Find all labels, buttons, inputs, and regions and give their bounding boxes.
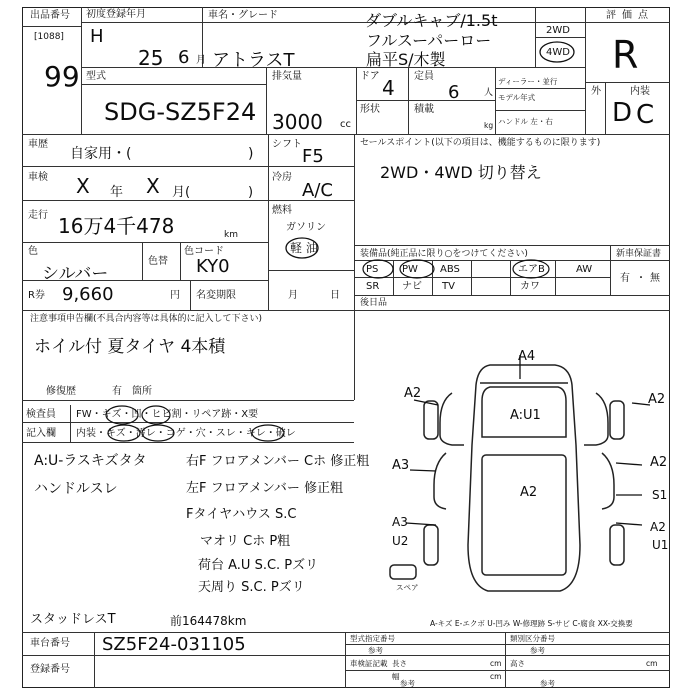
warranty-dot: ・ [636,273,646,284]
handle-label: ハンドル 左・右 [498,117,553,126]
color-change-label: 色替 [148,256,168,267]
remarks-right-1: 右F フロアメンバー Cホ 修正粗 [186,454,370,469]
shift-label: シフト [272,139,302,150]
recycle-unit: 円 [170,290,180,301]
spare-label: スペア [396,583,419,592]
equip-navi: ナビ [402,281,422,292]
repair-place: 箇所 [132,386,152,397]
dmg-right-rear-1: S1 [652,488,668,502]
lot-code: [1088] [34,32,64,42]
remarks-left-1: A:U-ラスキズタタ [34,453,147,469]
dmg-left-rear-1: A3 [392,515,408,529]
equip-abs: ABS [440,264,460,275]
sales-point-label: セールスポイント(以下の項目は、機能するものに限ります) [360,138,601,148]
name-change-label: 名変期限 [196,290,236,301]
capacity-unit: 人 [484,88,494,98]
capacity-value: 6 [448,82,460,103]
month: 6 [178,47,190,68]
shape-label: 形状 [360,104,380,115]
displacement-unit: cc [340,119,351,130]
doors-label: ドア [360,71,380,82]
dmg-right-rear-2: A2 [650,520,666,534]
remarks-right-6: 天周り S.C. Pズリ [198,580,305,595]
repair-yes: 有 [112,386,122,397]
interior-grade: C [636,100,655,130]
category-label: 類別区分番号 [510,634,555,643]
displacement-value: 3000 [272,110,323,134]
drive-2wd: 2WD [546,25,570,36]
dmg-left-front: A2 [404,386,422,401]
displacement-label: 排気量 [272,71,302,82]
recycle-value: 9,660 [62,284,114,305]
drive-4wd: 4WD [546,47,570,58]
shift-value: F5 [302,146,324,167]
era: H [90,26,104,47]
dmg-left-mid: A3 [392,458,410,473]
equip-ps: PS [366,264,379,275]
sales-point-value: 2WD・4WD 切り替え [380,163,542,182]
odometer-note: 前164478km [170,614,247,628]
check-row-1: FW・キズ・凹・ヒビ割・リペア跡・X要 [76,409,259,420]
grade-line3: 扁平S/木製 [366,50,446,69]
dmg-right-rear-3: U1 [652,538,669,552]
equip-circles [355,258,565,280]
dmg-roof: A:U1 [510,408,541,423]
reference-1: 参考 [368,646,383,655]
mileage-value: 16万4千478 [58,214,175,238]
check-circles [96,402,306,442]
remarks-right-2: 左F フロアメンバー 修正粗 [186,481,344,496]
name-change-day: 日 [330,290,340,301]
equip-tv: TV [442,281,455,292]
length-label: 長さ [392,659,407,668]
name-change-month: 月 [288,290,298,301]
dmg-right-front: A2 [648,392,666,407]
reg-label: 登録番号 [30,664,70,675]
legend: A-キズ E-エクボ U-凹み W-修理跡 S-サビ C-腐食 XX-交換要 [430,619,633,628]
check-row-2: 内装・キズ・汚レ・コゲ・穴・スレ・キレ・破レ [76,428,296,439]
year: 25 [138,46,164,70]
warranty-no: 無 [650,273,660,284]
load-label: 積載 [414,104,434,115]
damage-diagram [380,345,670,615]
grade-line1: ダブルキャブ/1.5t [365,11,498,30]
cm-3: cm [646,659,658,668]
ac-value: A/C [302,180,333,201]
color-value: シルバー [42,264,109,284]
color-code-value: KY0 [196,256,230,277]
model-year-label: モデル年式 [498,93,536,102]
doors-value: 4 [382,76,395,100]
rear-seat-label: 後日品 [360,298,388,308]
repair-label: 修復歴 [46,386,76,397]
shaken-month-unit: 月( [172,185,191,200]
equip-airbag: エアB [518,264,545,275]
equip-aw: AW [576,264,593,275]
lot-label: 出品番号 [30,10,70,21]
exterior-label: 外 [591,86,601,97]
recycle-label: R券 [28,290,45,301]
remarks-right-5: 荷台 A.U S.C. Pズリ [198,558,319,573]
shaken-label: 車検 [28,172,48,183]
equip-leather: カワ [520,281,540,292]
ac-label: 冷房 [272,172,292,183]
warranty-label: 新車保証書 [616,249,662,259]
model-name: アトラスT [212,50,295,71]
usage-label: 車歴 [28,139,48,150]
first-reg-label: 初度登録年月 [86,9,146,20]
dmg-right-mid: A2 [650,455,668,470]
dealer-label: ディーラー・並行 [498,77,558,86]
inspector-label-1: 検査員 [26,409,56,420]
type-value: SDG-SZ5F24 [104,98,257,126]
month-unit: 月 [196,55,206,66]
mileage-unit: km [224,230,238,240]
equip-sr: SR [366,281,380,292]
equip-pw: PW [402,264,418,275]
drive-4wd-circle [537,40,577,64]
equipment-label: 装備品(純正品に限り○をつけてください) [360,249,528,259]
fuel-value: 軽 油 [290,241,318,255]
score: R [612,33,639,77]
type-label: 型式 [86,71,106,82]
shaken-month: X [146,174,160,198]
fuel-label: 燃料 [272,205,292,216]
color-code-label: 色コード [184,246,224,257]
dmg-bed: A2 [520,485,538,500]
warranty-yes: 有 [620,273,630,284]
interior-label: 内装 [630,86,650,97]
load-unit: kg [484,121,494,130]
cm-1: cm [490,659,502,668]
shaken-year: X [76,174,90,198]
chassis-value: SZ5F24-031105 [102,634,246,655]
reference-2: 参考 [530,646,545,655]
remarks-left-2: ハンドルスレ [34,481,118,497]
caution-label: 注意事項申告欄(不具合内容等は具体的に記入して下さい) [30,314,263,324]
fuel-circle [282,236,322,260]
studless-note: スタッドレスT [30,612,116,627]
exterior-grade: D [612,98,633,128]
caution-value: ホイル付 夏タイヤ 4本積 [34,337,226,357]
dmg-top: A4 [518,349,536,364]
usage-value: 自家用・( [70,146,132,162]
width-label: 幅 [392,672,400,681]
lot-number: 99 [44,60,80,93]
chassis-label: 車台番号 [30,638,70,649]
grade-line2: フルスーパーロー [366,31,492,50]
remarks-right-4: マオリ Cホ P粗 [200,534,291,549]
fuel-gas: ガソリン [286,222,326,233]
color-label: 色 [28,246,38,257]
usage-close: ) [248,146,254,162]
cm-2: cm [490,672,502,681]
dmg-left-rear-2: U2 [392,534,409,548]
reference-3: 参考 [400,679,415,688]
designation-label: 型式指定番号 [350,634,395,643]
mileage-label: 走行 [28,210,48,221]
height-label: 高さ [510,659,525,668]
score-label: 評価点 [606,10,654,21]
inspection-label: 車検証記載 [350,659,388,668]
shaken-close: ) [248,185,254,200]
inspector-label-2: 記入欄 [26,428,56,439]
shaken-year-unit: 年 [110,185,124,200]
reference-4: 参考 [540,679,555,688]
car-name-label: 車名・グレード [208,10,278,21]
remarks-right-3: Fタイヤハウス S.C [186,507,297,522]
capacity-label: 定員 [414,71,434,82]
